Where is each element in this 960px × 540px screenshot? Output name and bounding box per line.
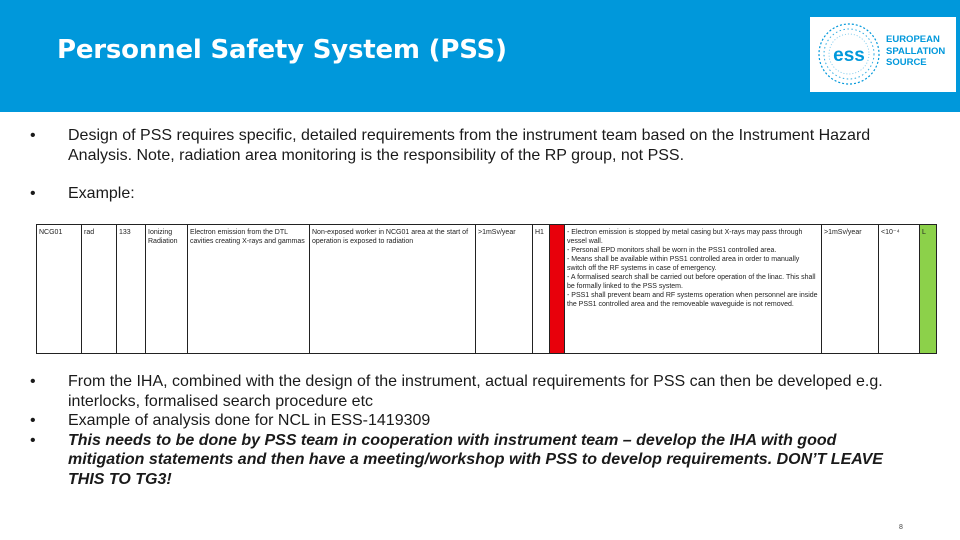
mitigation-line: - Personal EPD monitors shall be worn in the PSS1 controlled area. [567, 247, 777, 254]
hazard-type-cell: Ionizing Radiation [146, 225, 188, 354]
ess-logo [810, 17, 956, 92]
ess-logo-icon [816, 21, 882, 87]
bullet-icon: • [30, 127, 36, 144]
hazard-id-cell: NCG01 [37, 225, 82, 354]
hazard-cause-cell: Electron emission from the DTL cavities creating X-rays and gammas [188, 225, 310, 354]
hazard-number-cell: 133 [117, 225, 146, 354]
bullet-item: • Example: [30, 185, 135, 202]
bullet-item [30, 431, 910, 490]
residual-dose-cell: >1mSv/year [822, 225, 879, 354]
residual-frequency-cell: <10⁻⁴ [879, 225, 920, 354]
mitigation-line: - A formalised search shall be carried out before operation of the linac. This shall be formally linked to the PSS system. [567, 274, 816, 290]
mitigation-line: - Electron emission is stopped by metal casing but X-rays may pass through vessel wall. [567, 229, 803, 245]
logo-mark: ess [833, 45, 865, 66]
residual-rank-cell: L [920, 225, 937, 354]
bottom-bullet-list [30, 372, 910, 489]
emphasis-text: This needs to be done by PSS team in cooperation with instrument team – develop the IHA with good mitigation statements and then have a meeting/workshop with PSS to develop requirements. DON’T LEAVE THIS TO TG3! [68, 431, 883, 488]
hazard-category-cell: rad [82, 225, 117, 354]
bullet-icon: • [30, 185, 36, 202]
hazard-analysis-table [36, 224, 937, 354]
initial-rank-cell: H1 [533, 225, 550, 354]
bullet-item: • Design of PSS requires specific, detailed requirements from the instrument team based on the Instrument Hazard Analysis. Note, radiation area monitoring is the responsibility of the RP group, not PSS. [30, 127, 871, 164]
bullet-item: • Example of analysis done for NCL in ESS-1419309 [30, 412, 431, 429]
initial-risk-red-cell [550, 225, 565, 354]
bullet-item: • From the IHA, combined with the design of the instrument, actual requirements for PSS can then be developed e.g. interlocks, formalised search procedure etc [30, 373, 883, 410]
table-row [37, 225, 937, 354]
header-bar [0, 0, 960, 112]
bullet-icon: • [30, 373, 36, 390]
logo-wordmark: EUROPEAN SPALLATION SOURCE [886, 34, 946, 68]
mitigation-cell [565, 225, 822, 354]
page-number: 8 [899, 524, 903, 531]
hazard-consequence-cell: Non-exposed worker in NCG01 area at the start of operation is exposed to radiation [310, 225, 476, 354]
initial-dose-cell: >1mSv/year [476, 225, 533, 354]
bullet-icon: • [30, 431, 36, 449]
mitigation-line: - PSS1 shall prevent beam and RF systems operation when personnel are inside the PSS1 controlled area and the removeable waveguide is not removed. [567, 292, 818, 308]
page-title: Personnel Safety System (PSS) [57, 35, 507, 65]
mitigation-line: - Means shall be available within PSS1 controlled area in order to manually switch off the RF systems in case of emergency. [567, 256, 800, 272]
top-bullet-list [30, 126, 910, 204]
bullet-icon: • [30, 412, 36, 429]
